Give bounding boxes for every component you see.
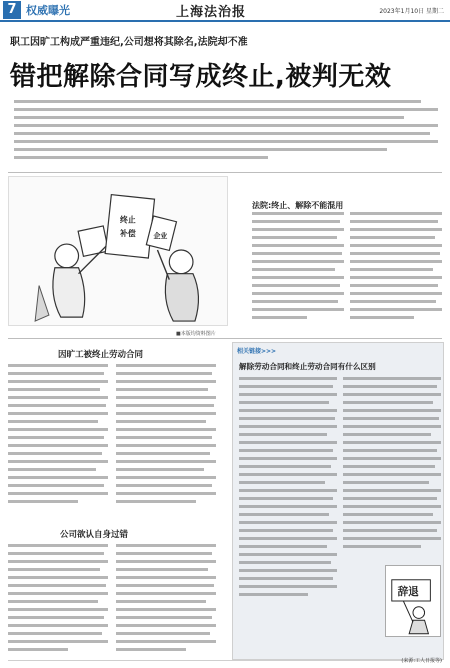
story2-column-2 bbox=[116, 544, 216, 656]
related-column-2 bbox=[343, 377, 441, 553]
footer-divider bbox=[8, 660, 442, 661]
page-number: 7 bbox=[3, 1, 21, 19]
related-title: 解除劳动合同和终止劳动合同有什么区别 bbox=[239, 362, 376, 371]
story1-title: 因旷工被终止劳动合同 bbox=[58, 350, 144, 360]
divider bbox=[8, 172, 442, 173]
masthead bbox=[0, 0, 450, 22]
law-section-title: 法院:终止、解除不能混用 bbox=[252, 201, 344, 210]
divider bbox=[8, 338, 442, 339]
illustration-label-2: 补偿 bbox=[119, 229, 136, 239]
article-kicker: 职工因旷工构成严重违纪,公司想将其除名,法院却不准 bbox=[10, 37, 248, 48]
article-headline: 错把解除合同写成终止,被判无效 bbox=[10, 62, 392, 92]
related-label: 相关链接>>> bbox=[237, 348, 277, 355]
cartoon-drawing bbox=[386, 566, 440, 636]
related-link-box bbox=[232, 342, 444, 660]
illustration-drawing bbox=[9, 177, 227, 325]
story2-column-1 bbox=[8, 544, 108, 656]
newspaper-logo: 上海法治报 bbox=[176, 5, 247, 20]
source-byline: (来源:工人日报等) bbox=[401, 658, 442, 664]
story1-column-2 bbox=[116, 364, 216, 508]
illustration-label-3: 企业 bbox=[153, 232, 168, 241]
section-name: 权威曝光 bbox=[26, 4, 70, 17]
cartoon-label: 辞退 bbox=[397, 586, 419, 599]
story1-column-1 bbox=[8, 364, 108, 508]
law-column-1 bbox=[252, 212, 344, 330]
related-column-1 bbox=[239, 377, 337, 601]
law-column-2 bbox=[350, 212, 442, 330]
cartoon-illustration bbox=[385, 565, 441, 637]
issue-date: 2023年1月10日 星期二 bbox=[379, 8, 444, 15]
illustration-label-1: 终止 bbox=[119, 215, 136, 225]
story2-title: 公司欲认自身过错 bbox=[60, 530, 129, 540]
illustration-caption: ■本版均资料图片 bbox=[176, 331, 216, 337]
illustration bbox=[8, 176, 228, 326]
lead-paragraph bbox=[14, 100, 438, 168]
